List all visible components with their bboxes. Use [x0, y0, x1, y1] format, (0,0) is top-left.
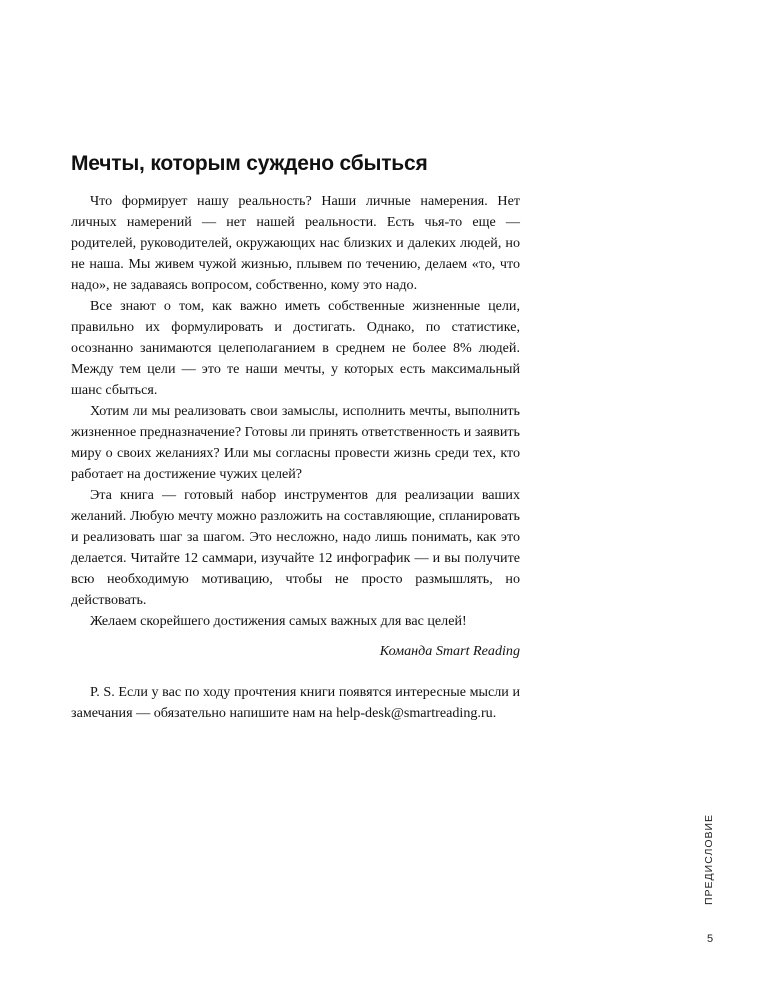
paragraph-1: Что формирует нашу реальность? Наши личные намерения. Нет личных намерений — нет нашей реальности. Есть чья-то еще — родителей, руководителей, окружающих нас близких и далеких людей, но не наша. Мы живем чужой жизнью, плывем по течению, делаем «то, что надо», не задаваясь вопросом, собственно, кому это надо. [71, 193, 520, 293]
paragraph-4: Эта книга — готовый набор инструментов для реализации ваших желаний. Любую мечту можно разложить на составляющие, спланировать и реализовать шаг за шагом. Это несложно, надо лишь понимать, как это делается. Читайте 12 саммари, изучайте 12 инфографик — и вы получите всю необходимую мотивацию, чтобы не просто размышлять, но действовать. [71, 487, 520, 608]
postscript: P. S. Если у вас по ходу прочтения книги появятся интересные мысли и замечания — обязательно напишите нам на help-desk@smartreading.ru. [71, 684, 520, 721]
page-number: 5 [707, 933, 714, 945]
paragraph-3: Хотим ли мы реализовать свои замыслы, исполнить мечты, выполнить жизненное предназначение? Готовы ли принять ответственность и заявить миру о своих желаниях? Или мы согласны провести жизнь среди тех, кто работает на достижение чужих целей? [71, 403, 520, 482]
paragraph-2: Все знают о том, как важно иметь собственные жизненные цели, правильно их формулировать и достигать. Однако, по статистике, осознанно занимаются целеполаганием в среднем не более 8% людей. Между тем цели — это те наши мечты, у которых есть максимальный шанс сбыться. [71, 298, 520, 398]
section-label: ПРЕДИСЛОВИЕ [703, 813, 715, 905]
signature: Команда Smart Reading [379, 643, 520, 659]
preface-text [71, 191, 520, 724]
page-title: Мечты, которым суждено сбыться [71, 152, 428, 175]
paragraph-5: Желаем скорейшего достижения самых важных для вас целей! [90, 613, 467, 629]
